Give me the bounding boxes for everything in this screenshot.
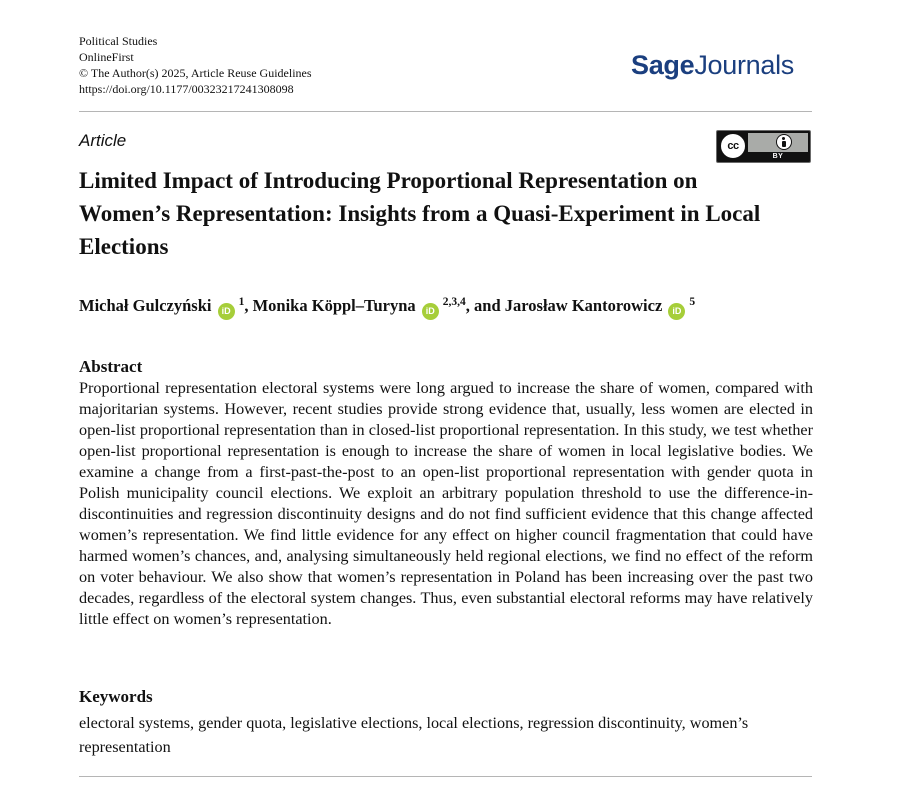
author-affiliation: 2,3,4	[442, 296, 466, 308]
attribution-icon	[776, 134, 792, 150]
author-separator: ,	[244, 296, 253, 315]
copyright-notice[interactable]: © The Author(s) 2025, Article Reuse Guidelines	[79, 66, 312, 80]
cc-by-license-icon[interactable]	[716, 130, 811, 163]
sage-journals-logo[interactable]	[631, 50, 794, 81]
abstract-heading: Abstract	[79, 357, 143, 376]
author-name: Jarosław Kantorowicz	[504, 296, 663, 315]
abstract-text: Proportional representation electoral systems were long argued to increase the share of women, compared with majoritarian systems. However, recent studies provide strong evidence that, usually, less women are elected in open-list proportional representation than in closed-list proportional representation. In this study, we test whether open-list proportional representation is enough to increase the share of women in local legislative bodies. We examine a change from a first-past-the-post to an open-list proportional representation with gender quota in Polish municipality council elections. We exploit an arbitrary population threshold to use the difference-in-discontinuities and regression discontinuity designs and do not find sufficient evidence that this change affected women’s representation. We find little evidence for any effect on higher council fragmentation that could have harmed women’s chances, and, analysing simultaneously held regional elections, we find no effect of the reform on voter behaviour. We also show that women’s representation in Poland has been increasing over the past two decades, regardless of the electoral system changes. Thus, even substantial electoral reforms may have relatively little effect on women’s representation.	[79, 379, 813, 628]
orcid-icon[interactable]: iD	[422, 303, 439, 320]
journal-meta	[79, 33, 312, 97]
header-divider	[79, 111, 812, 112]
author-list	[79, 296, 695, 320]
author-name: Monika Köppl–Turyna	[252, 296, 416, 315]
logo-part-journals: Journals	[694, 50, 794, 80]
author-separator: , and	[465, 296, 505, 315]
author-affiliation: 1	[238, 296, 245, 308]
article-type: Article	[79, 131, 127, 150]
author-affiliation: 5	[689, 296, 696, 308]
keywords-text: electoral systems, gender quota, legislative elections, local elections, regression discontinuity, women’s representation	[79, 714, 749, 756]
orcid-icon[interactable]: iD	[218, 303, 235, 320]
cc-icon: cc	[719, 132, 747, 160]
doi-link[interactable]: https://doi.org/10.1177/00323217241308098	[79, 82, 294, 96]
article-title: Limited Impact of Introducing Proportional Representation on Women’s Representation: Insights from a Quasi-Experiment in Local Elections	[79, 168, 761, 259]
orcid-icon[interactable]: iD	[668, 303, 685, 320]
footer-divider	[79, 776, 812, 777]
publication-status: OnlineFirst	[79, 50, 134, 64]
logo-part-sage: Sage	[631, 50, 695, 80]
author-name: Michał Gulczyński	[79, 296, 212, 315]
by-label: BY	[772, 153, 784, 160]
keywords-heading: Keywords	[79, 687, 153, 706]
journal-name: Political Studies	[79, 34, 158, 48]
